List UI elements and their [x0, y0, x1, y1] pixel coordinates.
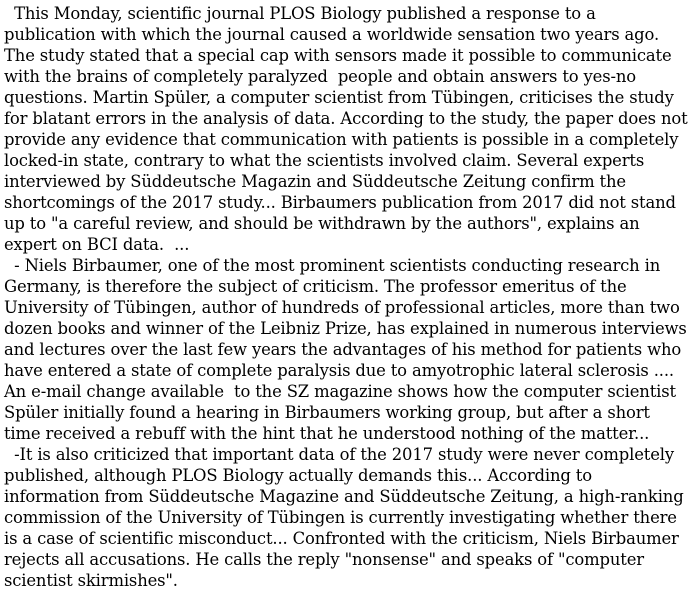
- text-line: Spüler initially found a hearing in Birbaumers working group, but after a short: [4, 403, 650, 422]
- text-line: commission of the University of Tübingen is currently investigating whether there: [4, 508, 677, 527]
- text-line: provide any evidence that communication with patients is possible in a completely: [4, 130, 679, 149]
- text-line: and lectures over the last few years the advantages of his method for patients who: [4, 340, 682, 359]
- text-line: rejects all accusations. He calls the reply "nonsense" and speaks of "computer: [4, 550, 644, 569]
- text-line: is a case of scientific misconduct... Confronted with the criticism, Niels Birbaumer: [4, 529, 679, 548]
- text-line: expert on BCI data. ...: [4, 235, 190, 254]
- text-line: dozen books and winner of the Leibniz Prize, has explained in numerous interviews: [4, 319, 687, 338]
- text-line: University of Tübingen, author of hundreds of professional articles, more than two: [4, 298, 680, 317]
- text-line: information from Süddeutsche Magazine and Süddeutsche Zeitung, a high-ranking: [4, 487, 684, 506]
- text-line: locked-in state, contrary to what the scientists involved claim. Several experts: [4, 151, 645, 170]
- text-line: questions. Martin Spüler, a computer scientist from Tübingen, criticises the study: [4, 88, 674, 107]
- text-line: with the brains of completely paralyzed people and obtain answers to yes-no: [4, 67, 636, 86]
- text-line: An e-mail change available to the SZ magazine shows how the computer scientist: [4, 382, 676, 401]
- text-line: The study stated that a special cap with sensors made it possible to communicate: [4, 46, 672, 65]
- text-line: interviewed by Süddeutsche Magazin and Süddeutsche Zeitung confirm the: [4, 172, 626, 191]
- text-line: This Monday, scientific journal PLOS Biology published a response to a: [4, 4, 596, 23]
- text-line: shortcomings of the 2017 study... Birbaumers publication from 2017 did not stand: [4, 193, 676, 212]
- text-line: -It is also criticized that important data of the 2017 study were never completely: [4, 445, 674, 464]
- text-line: - Niels Birbaumer, one of the most prominent scientists conducting research in: [4, 256, 661, 275]
- text-line: up to "a careful review, and should be withdrawn by the authors", explains an: [4, 214, 640, 233]
- text-line: for blatant errors in the analysis of data. According to the study, the paper does not: [4, 109, 688, 128]
- text-line: Germany, is therefore the subject of criticism. The professor emeritus of the: [4, 277, 627, 296]
- text-line: published, although PLOS Biology actually demands this... According to: [4, 466, 592, 485]
- text-line: scientist skirmishes".: [4, 571, 178, 590]
- article-text: [4, 3, 694, 591]
- text-line: publication with which the journal caused a worldwide sensation two years ago.: [4, 25, 660, 44]
- text-line: have entered a state of complete paralysis due to amyotrophic lateral sclerosis ....: [4, 361, 674, 380]
- text-line: time received a rebuff with the hint that he understood nothing of the matter...: [4, 424, 650, 443]
